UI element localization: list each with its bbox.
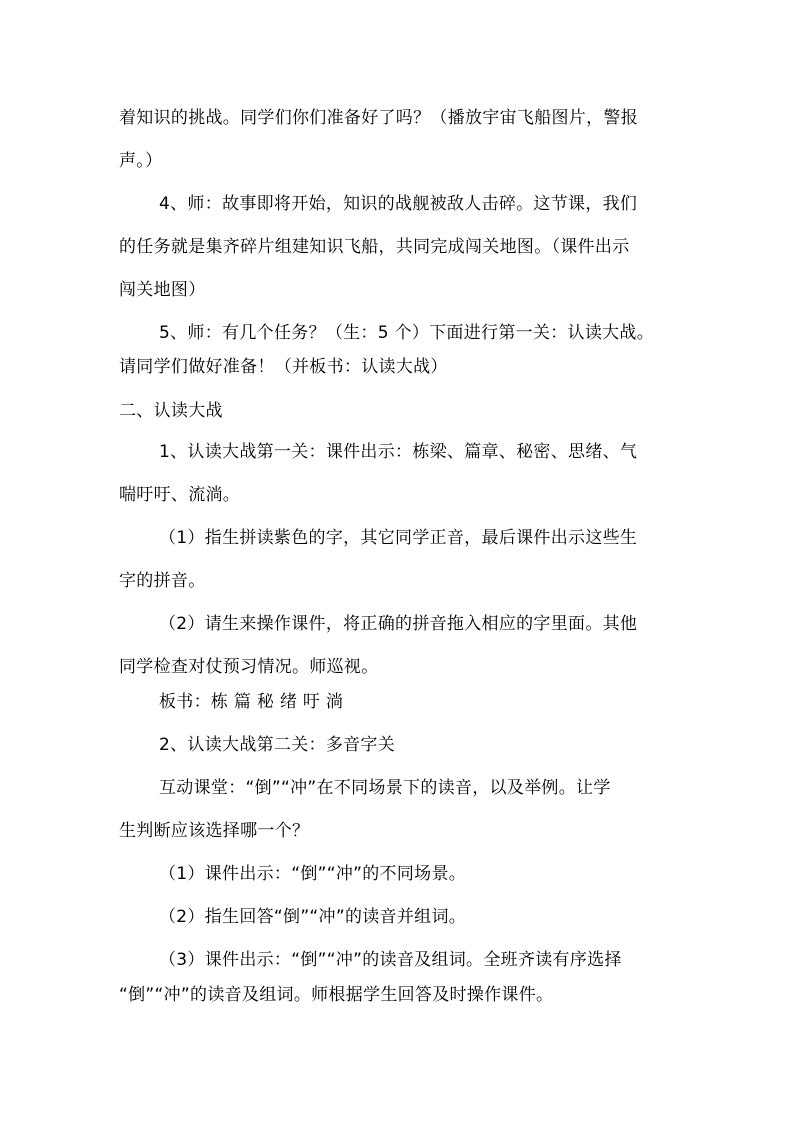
paragraph-line: 着知识的挑战。同学们你们准备好了吗？（播放宇宙飞船图片，警报 (119, 108, 638, 128)
paragraph-line: 喘吁吁、流淌。 (119, 485, 241, 505)
paragraph-line: 声。） (119, 151, 163, 171)
paragraph-line: （3）课件出示：“倒”“冲”的读音及组词。全班齐读有序选择 (159, 950, 622, 970)
paragraph-line: 同学检查对仗预习情况。师巡视。 (119, 657, 379, 677)
paragraph-line: 字的拼音。 (119, 571, 206, 591)
paragraph-line: （1）课件出示：“倒”“冲”的不同场景。 (159, 864, 467, 884)
paragraph-line: 的任务就是集齐碎片组建知识飞船，共同完成闯关地图。（课件出示 (119, 237, 630, 257)
paragraph-line: （1）指生拼读紫色的字，其它同学正音，最后课件出示这些生 (159, 528, 638, 548)
paragraph-line: 4、师：故事即将开始，知识的战舰被敌人击碎。这节课，我们 (159, 194, 638, 214)
paragraph-line: 互动课堂：“倒”“冲”在不同场景下的读音，以及举例。让学 (159, 778, 611, 798)
paragraph-line: 请同学们做好准备！（并板书：认读大战） (119, 357, 448, 377)
paragraph-line: 2、认读大战第二关：多音字关 (159, 735, 396, 755)
paragraph-line: 闯关地图） (119, 280, 206, 300)
paragraph-line: （2）请生来操作课件，将正确的拼音拖入相应的字里面。其他 (159, 614, 638, 634)
paragraph-line: （2）指生回答“倒”“冲”的读音并组词。 (159, 907, 467, 927)
paragraph-line: “倒”“冲”的读音及组词。师根据学生回答及时操作课件。 (119, 985, 554, 1005)
paragraph-line: 5、师：有几个任务？（生：5 个）下面进行第一关：认读大战。 (159, 323, 655, 343)
paragraph-line: 生判断应该选择哪一个？ (119, 821, 310, 841)
paragraph-line: 1、认读大战第一关：课件出示：栋梁、篇章、秘密、思绪、气 (159, 442, 638, 462)
section-heading: 二、认读大战 (119, 401, 223, 421)
paragraph-line: 板书：栋 篇 秘 绪 吁 淌 (159, 692, 344, 712)
